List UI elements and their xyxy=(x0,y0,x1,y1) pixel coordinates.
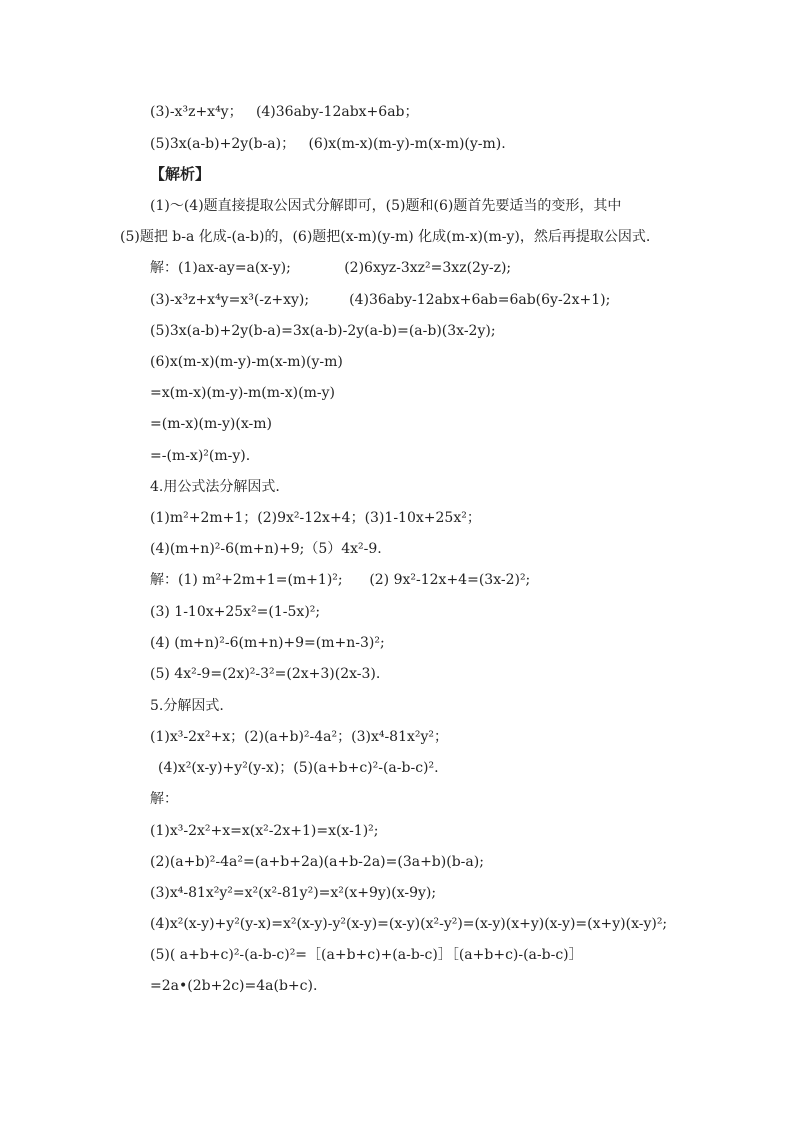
analysis-text-line-1: (1)～(4)题直接提取公因式分解即可，(5)题和(6)题首先要适当的变形，其中 xyxy=(150,198,622,214)
question-4-solution-5: (5) 4x²-9=(2x)²-3²=(2x+3)(2x-3). xyxy=(150,666,381,682)
analysis-text-line-2: (5)题把 b-a 化成-(a-b)的，(6)题把(x-m)(y-m) 化成(m-x)(m-y)，然后再提取公因式. xyxy=(120,229,651,245)
solution-line-6-step-1: =x(m-x)(m-y)-m(m-x)(m-y) xyxy=(150,385,335,401)
question-5-solution-5-result: =2a•(2b+2c)=4a(b+c). xyxy=(150,978,318,994)
question-5-items-4-5: (4)x²(x-y)+y²(y-x)；(5)(a+b+c)²-(a-b-c)². xyxy=(158,760,439,776)
question-5-items-1-3: (1)x³-2x²+x；(2)(a+b)²-4a²；(3)x⁴-81x²y²； xyxy=(150,729,449,745)
question-5-solution-2: (2)(a+b)²-4a²=(a+b+2a)(a+b-2a)=(3a+b)(b-a); xyxy=(150,854,484,870)
question-4-solution-4: (4) (m+n)²-6(m+n)+9=(m+n-3)²; xyxy=(150,635,385,651)
question-5-solution-3: (3)x⁴-81x²y²=x²(x²-81y²)=x²(x+9y)(x-9y); xyxy=(150,885,437,901)
question-5-title: 5.分解因式. xyxy=(150,698,224,714)
question-5-solution-4: (4)x²(x-y)+y²(y-x)=x²(x-y)-y²(x-y)=(x-y)(x²-y²)=(x-y)(x+y)(x-y)=(x+y)(x-y)²; xyxy=(150,916,668,932)
question-4-items-4-5: (4)(m+n)²-6(m+n)+9;（5）4x²-9. xyxy=(150,541,382,557)
solution-line-6: (6)x(m-x)(m-y)-m(x-m)(y-m) xyxy=(150,354,343,370)
exercise-line-3-4: (3)-x³z+x⁴y； (4)36aby-12abx+6ab； xyxy=(150,104,419,120)
solution-line-3-4: (3)-x³z+x⁴y=x³(-z+xy); (4)36aby-12abx+6ab=6ab(6y-2x+1); xyxy=(150,292,611,308)
solution-line-5: (5)3x(a-b)+2y(b-a)=3x(a-b)-2y(a-b)=(a-b)(3x-2y); xyxy=(150,323,496,339)
question-4-title: 4.用公式法分解因式. xyxy=(150,479,280,495)
question-5-solution-label: 解： xyxy=(150,791,178,807)
analysis-heading: 【解析】 xyxy=(150,165,211,183)
question-4-items-1-3: (1)m²+2m+1；(2)9x²-12x+4；(3)1-10x+25x²； xyxy=(150,510,481,526)
solution-line-6-step-3: =-(m-x)²(m-y). xyxy=(150,448,251,464)
exercise-line-5-6: (5)3x(a-b)+2y(b-a)； (6)x(m-x)(m-y)-m(x-m)(y-m). xyxy=(150,136,506,152)
solution-line-6-step-2: =(m-x)(m-y)(x-m) xyxy=(150,416,272,432)
question-5-solution-5: (5)( a+b+c)²-(a-b-c)²=［(a+b+c)+(a-b-c)］［(a+b+c)-(a-b-c)］ xyxy=(150,947,583,963)
question-4-solution-3: (3) 1-10x+25x²=(1-5x)²; xyxy=(150,604,321,620)
question-5-solution-1: (1)x³-2x²+x=x(x²-2x+1)=x(x-1)²; xyxy=(150,823,379,839)
solution-line-1-2: 解：(1)ax-ay=a(x-y); (2)6xyz-3xz²=3xz(2y-z); xyxy=(150,260,512,276)
question-4-solution-1-2: 解：(1) m²+2m+1=(m+1)²; (2) 9x²-12x+4=(3x-2)²; xyxy=(150,572,531,588)
